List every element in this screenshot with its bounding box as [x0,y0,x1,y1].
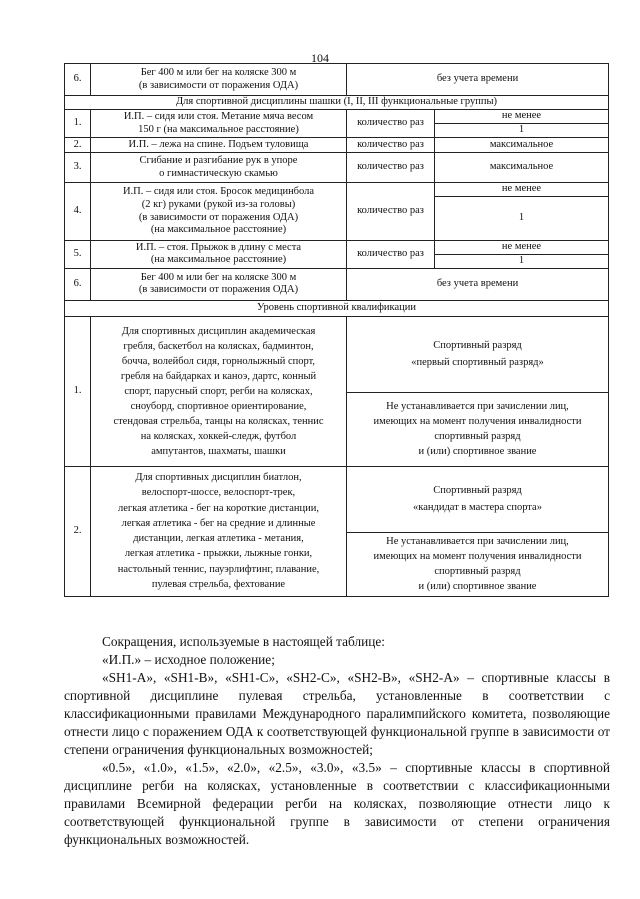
discipline-line: гребля, баскетбол на колясках, бадминтон, [123,340,314,352]
row-number: 2. [65,138,91,153]
table-row [65,466,609,532]
test-description [91,138,347,153]
discipline-line: стендовая стрельба, танцы на колясках, теннис [113,415,324,427]
norm-label: не менее [435,110,609,124]
abbreviations-notes [64,633,610,849]
table-row [65,138,609,153]
discipline-line: настольный теннис, пауэрлифтинг, плавание, [117,563,320,575]
standards-table [64,63,609,597]
test-line: (в зависимости от поражения ОДА) [138,211,299,223]
norm-value: 1 [435,124,609,138]
row-number: 4. [65,183,91,241]
result-value: без учета времени [347,64,609,96]
test-description [91,64,347,96]
discipline-line: дистанции, легкая атлетика - метания, [133,533,304,545]
note-line: имеющих на момент получения инвалидности [373,416,582,428]
note-line: Не устанавливается при зачислении лиц, [386,536,569,548]
row-number: 2. [65,466,91,596]
table-row [65,268,609,300]
test-line: И.П. – стоя. Прыжок в длину с места [135,241,302,253]
test-description [91,153,347,183]
section-header-row [65,300,609,316]
discipline-line: пулевая стрельба, фехтование [151,578,286,590]
row-number: 6. [65,64,91,96]
qualification-cell [347,466,609,532]
discipline-line: велоспорт-шоссе, велоспорт-трек, [141,487,296,499]
unit-cell: количество раз [347,153,435,183]
row-number: 3. [65,153,91,183]
notes-intro: Сокращения, используемые в настоящей таблице: [102,634,385,649]
test-line: Сгибание и разгибание рук в упоре [139,154,298,166]
discipline-line: сноуборд, спортивное ориентирование, [130,400,307,412]
qualification-note-cell [347,532,609,596]
discipline-line: ампутантов, шахматы, шашки [151,445,286,457]
note-line: Не устанавливается при зачислении лиц, [386,401,569,413]
test-description [91,183,347,241]
discipline-line: легкая атлетика - бег на короткие дистанции, [117,502,319,514]
note-line: спортивный разряд [434,566,521,578]
test-description [91,110,347,138]
qualification-line: Спортивный разряд [433,485,522,497]
unit-cell: количество раз [347,183,435,241]
test-line: (в зависимости от поражения ОДА) [138,79,299,91]
test-description [91,268,347,300]
qualification-line: «кандидат в мастера спорта» [413,502,542,514]
test-line: (на максимальное расстояние) [150,254,287,266]
test-description [91,241,347,269]
page-number: 104 [311,51,329,65]
test-line: И.П. – лежа на спине. Подъем туловища [128,138,309,150]
note-line: имеющих на момент получения инвалидности [373,551,582,563]
qualification-line: Спортивный разряд [433,340,522,352]
norm-value: 1 [435,255,609,269]
section-header-row [65,96,609,110]
row-number: 1. [65,110,91,138]
qualification-cell [347,316,609,392]
test-line: И.П. – сидя или стоя. Бросок медицинбола [122,186,315,198]
notes-rugby-classes: «0.5», «1.0», «1.5», «2.0», «2.5», «3.0», «3.5» – спортивные классы в спортивной дисциплине регби на колясках, установленные в соответствии с классификационными правилами Всемирной федерации регби на колясках, позволяющие отнести лицо к соответствующей функциональной группе в зависимости от степени ограничения функциональных возможностей. [64,760,610,847]
row-number: 6. [65,268,91,300]
qualification-note-cell [347,392,609,466]
discipline-line: на колясках, хоккей-следж, футбол [140,430,297,442]
table-row [65,64,609,96]
discipline-line: Для спортивных дисциплин биатлон, [135,472,302,484]
table-row [65,110,609,124]
discipline-line: гребля на байдарках и каноэ, дартс, конный [120,370,317,382]
notes-ip: «И.П.» – исходное положение; [102,652,275,667]
norm-label: не менее [435,183,609,197]
discipline-line: Для спортивных дисциплин академическая [121,325,316,337]
table-row [65,316,609,392]
notes-shooting-classes: «SH1-A», «SH1-B», «SH1-C», «SH2-C», «SH2-B», «SH2-A» – спортивные классы в спортивной дисциплине пулевая стрельба, установленные в соответствии с классификационными правилами Международного паралимпийского комитета, позволяющие отнести лицо с поражением ОДА к соответствующей функциональной группе в зависимости от степени ограничения функциональных возможностей; [64,670,610,757]
test-line: И.П. – сидя или стоя. Метание мяча весом [123,110,314,122]
table-row [65,241,609,255]
test-line: (2 кг) руками (рукой из-за головы) [141,198,296,210]
unit-cell: количество раз [347,110,435,138]
row-number: 5. [65,241,91,269]
norm-value: 1 [435,197,609,241]
discipline-line: легкая атлетика - бег на средние и длинные [121,517,316,529]
note-line: спортивный разряд [434,431,521,443]
test-line: Бег 400 м или бег на коляске 300 м [140,271,297,283]
table-row [65,153,609,183]
disciplines-list [91,466,347,596]
test-line: о гимнастическую скамью [159,167,278,179]
test-line: (на максимальное расстояние) [150,224,287,236]
discipline-line: бочча, волейбол сидя, горнолыжный спорт, [121,355,316,367]
test-line: Бег 400 м или бег на коляске 300 м [140,66,297,78]
norm-label: не менее [435,241,609,255]
note-line: и (или) спортивное звание [418,446,537,458]
section-header: Для спортивной дисциплины шашки (I, II, III функциональные группы) [65,96,609,110]
section-header: Уровень спортивной квалификации [65,300,609,316]
norm-value: максимальное [435,153,609,183]
row-number: 1. [65,316,91,466]
qualification-line: «первый спортивный разряд» [411,357,544,369]
norm-value: максимальное [435,138,609,153]
test-line: (в зависимости от поражения ОДА) [138,284,299,296]
note-line: и (или) спортивное звание [418,581,537,593]
unit-cell: количество раз [347,138,435,153]
disciplines-list [91,316,347,466]
discipline-line: спорт, парусный спорт, регби на колясках, [124,385,313,397]
unit-cell: количество раз [347,241,435,269]
discipline-line: легкая атлетика - прыжки, лыжные гонки, [124,548,313,560]
test-line: 150 г (на максимальное расстояние) [138,123,299,135]
result-value: без учета времени [347,268,609,300]
table-row [65,183,609,197]
